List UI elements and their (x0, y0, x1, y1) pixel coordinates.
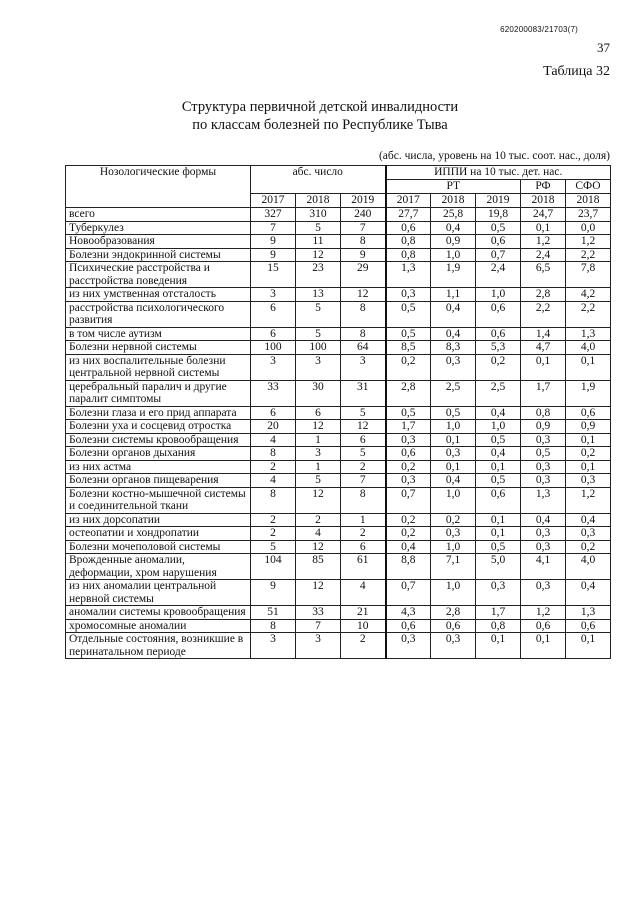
value-cell: 0,2 (386, 527, 431, 541)
table-row (66, 301, 611, 327)
value-cell: 8 (341, 235, 386, 249)
table-row (66, 420, 611, 434)
value-cell: 0,1 (566, 354, 611, 380)
value-cell: 0,2 (476, 354, 521, 380)
value-cell: 0,6 (476, 235, 521, 249)
value-cell: 1,0 (431, 420, 476, 434)
table-row (66, 527, 611, 541)
value-cell: 0,1 (476, 527, 521, 541)
value-cell: 0,5 (476, 540, 521, 554)
value-cell: 0,1 (566, 460, 611, 474)
value-cell: 3 (296, 354, 341, 380)
value-cell: 0,3 (521, 474, 566, 488)
value-cell: 0,2 (386, 460, 431, 474)
page-number: 37 (597, 40, 610, 55)
row-label: всего (66, 208, 251, 222)
value-cell: 0,1 (476, 513, 521, 527)
value-cell: 310 (296, 208, 341, 222)
document-number: 620200083/21703(7) (500, 25, 578, 34)
value-cell: 27,7 (386, 208, 431, 222)
header-nosology: Нозологические формы (66, 166, 251, 208)
value-cell: 0,3 (566, 527, 611, 541)
value-cell: 4,2 (566, 288, 611, 302)
value-cell: 0,2 (566, 540, 611, 554)
value-cell: 3 (251, 633, 296, 659)
value-cell: 5,3 (476, 341, 521, 355)
value-cell: 20 (251, 420, 296, 434)
value-cell: 2,4 (476, 262, 521, 288)
year-header: 2019 (341, 194, 386, 208)
value-cell: 1,2 (566, 235, 611, 249)
value-cell: 6 (296, 406, 341, 420)
value-cell: 104 (251, 554, 296, 580)
table-row (66, 487, 611, 513)
value-cell: 3 (251, 354, 296, 380)
value-cell: 12 (296, 580, 341, 606)
table-row (66, 433, 611, 447)
value-cell: 0,3 (386, 474, 431, 488)
value-cell: 61 (341, 554, 386, 580)
value-cell: 8 (341, 487, 386, 513)
value-cell: 1,3 (566, 327, 611, 341)
value-cell: 1,4 (521, 327, 566, 341)
value-cell: 7 (296, 619, 341, 633)
table-row (66, 288, 611, 302)
value-cell: 0,5 (431, 406, 476, 420)
value-cell: 0,4 (476, 447, 521, 461)
year-header: 2019 (476, 194, 521, 208)
value-cell: 0,7 (386, 580, 431, 606)
table-title (0, 98, 640, 134)
row-label: из них астма (66, 460, 251, 474)
row-label: Врожденные аномалии, деформации, хром нарушения (66, 554, 251, 580)
value-cell: 0,1 (521, 354, 566, 380)
table-row (66, 221, 611, 235)
value-cell: 0,3 (521, 460, 566, 474)
value-cell: 1 (296, 460, 341, 474)
value-cell: 29 (341, 262, 386, 288)
value-cell: 7 (341, 221, 386, 235)
row-label: из них умственная отсталость (66, 288, 251, 302)
table-row (66, 606, 611, 620)
table-row (66, 406, 611, 420)
value-cell: 0,6 (566, 619, 611, 633)
value-cell: 4 (296, 527, 341, 541)
row-label: в том числе аутизм (66, 327, 251, 341)
value-cell: 12 (341, 420, 386, 434)
value-cell: 0,5 (476, 433, 521, 447)
value-cell: 12 (296, 420, 341, 434)
value-cell: 1,7 (476, 606, 521, 620)
value-cell: 1,3 (386, 262, 431, 288)
value-cell: 0,4 (566, 513, 611, 527)
table-row (66, 474, 611, 488)
value-cell: 0,2 (431, 513, 476, 527)
value-cell: 0,4 (431, 474, 476, 488)
value-cell: 0,6 (431, 619, 476, 633)
value-cell: 2 (251, 527, 296, 541)
header-sfo: СФО (566, 180, 611, 194)
year-header: 2018 (566, 194, 611, 208)
value-cell: 0,2 (566, 447, 611, 461)
value-cell: 0,4 (521, 513, 566, 527)
value-cell: 0,3 (431, 354, 476, 380)
row-label: из них аномалии центральной нервной системы (66, 580, 251, 606)
value-cell: 4,0 (566, 554, 611, 580)
value-cell: 8,5 (386, 341, 431, 355)
table-row (66, 460, 611, 474)
value-cell: 2,5 (431, 380, 476, 406)
value-cell: 0,1 (566, 633, 611, 659)
value-cell: 0,8 (476, 619, 521, 633)
value-cell: 3 (296, 447, 341, 461)
row-label: Болезни системы кровообращения (66, 433, 251, 447)
value-cell: 0,3 (521, 433, 566, 447)
row-label: Отдельные состояния, возникшие в перинатальном периоде (66, 633, 251, 659)
value-cell: 1,7 (521, 380, 566, 406)
value-cell: 6,5 (521, 262, 566, 288)
table-row (66, 447, 611, 461)
value-cell: 8,8 (386, 554, 431, 580)
value-cell: 0,3 (386, 433, 431, 447)
year-header: 2017 (386, 194, 431, 208)
row-label: Болезни мочеполовой системы (66, 540, 251, 554)
value-cell: 6 (341, 540, 386, 554)
value-cell: 2 (296, 513, 341, 527)
table-row (66, 262, 611, 288)
row-label: Болезни органов дыхания (66, 447, 251, 461)
value-cell: 4,0 (566, 341, 611, 355)
value-cell: 64 (341, 341, 386, 355)
value-cell: 1,0 (431, 580, 476, 606)
value-cell: 2,8 (386, 380, 431, 406)
header-abs: абс. число (251, 166, 386, 194)
value-cell: 0,3 (521, 540, 566, 554)
row-label: хромосомные аномалии (66, 619, 251, 633)
value-cell: 2,5 (476, 380, 521, 406)
value-cell: 0,3 (431, 633, 476, 659)
year-header: 2018 (296, 194, 341, 208)
row-label: Болезни нервной системы (66, 341, 251, 355)
value-cell: 240 (341, 208, 386, 222)
value-cell: 0,4 (476, 406, 521, 420)
value-cell: 0,8 (386, 248, 431, 262)
table-row (66, 235, 611, 249)
value-cell: 2,8 (521, 288, 566, 302)
value-cell: 0,4 (566, 580, 611, 606)
row-label: церебральный паралич и другие паралит симптомы (66, 380, 251, 406)
table-row (66, 580, 611, 606)
value-cell: 2,8 (431, 606, 476, 620)
value-cell: 8 (341, 327, 386, 341)
value-cell: 33 (251, 380, 296, 406)
value-cell: 0,6 (386, 619, 431, 633)
year-header: 2018 (521, 194, 566, 208)
value-cell: 1,2 (521, 606, 566, 620)
value-cell: 23,7 (566, 208, 611, 222)
value-cell: 0,0 (566, 221, 611, 235)
value-cell: 0,9 (566, 420, 611, 434)
value-cell: 1,0 (431, 540, 476, 554)
value-cell: 0,1 (521, 221, 566, 235)
value-cell: 8 (251, 487, 296, 513)
value-cell: 85 (296, 554, 341, 580)
table-row (66, 341, 611, 355)
value-cell: 1,2 (566, 487, 611, 513)
value-cell: 1,9 (566, 380, 611, 406)
title-line-2: по классам болезней по Республике Тыва (192, 117, 448, 133)
value-cell: 0,1 (431, 433, 476, 447)
disability-table (65, 165, 611, 659)
row-label: остеопатии и хондропатии (66, 527, 251, 541)
value-cell: 11 (296, 235, 341, 249)
table-label: Таблица 32 (543, 64, 610, 79)
value-cell: 1,3 (566, 606, 611, 620)
value-cell: 2,4 (521, 248, 566, 262)
value-cell: 2 (341, 460, 386, 474)
value-cell: 8 (251, 619, 296, 633)
table-body (66, 208, 611, 659)
value-cell: 0,5 (521, 447, 566, 461)
value-cell: 9 (251, 235, 296, 249)
value-cell: 0,3 (521, 527, 566, 541)
row-label: Психические расстройства и расстройства поведения (66, 262, 251, 288)
value-cell: 5 (251, 540, 296, 554)
value-cell: 0,6 (476, 327, 521, 341)
title-line-1: Структура первичной детской инвалидности (181, 99, 459, 115)
table-row (66, 208, 611, 222)
table-row (66, 540, 611, 554)
value-cell: 12 (341, 288, 386, 302)
table-row (66, 619, 611, 633)
value-cell: 5,0 (476, 554, 521, 580)
value-cell: 24,7 (521, 208, 566, 222)
row-label: Болезни органов пищеварения (66, 474, 251, 488)
value-cell: 0,1 (521, 633, 566, 659)
value-cell: 5 (341, 406, 386, 420)
value-cell: 31 (341, 380, 386, 406)
value-cell: 4,1 (521, 554, 566, 580)
value-cell: 5 (296, 474, 341, 488)
value-cell: 7 (341, 474, 386, 488)
value-cell: 1,9 (431, 262, 476, 288)
table-row (66, 513, 611, 527)
row-label: Болезни уха и сосцевид отростка (66, 420, 251, 434)
value-cell: 327 (251, 208, 296, 222)
value-cell: 2,2 (566, 301, 611, 327)
value-cell: 0,3 (476, 580, 521, 606)
value-cell: 0,9 (521, 420, 566, 434)
value-cell: 1,2 (521, 235, 566, 249)
year-header: 2018 (431, 194, 476, 208)
value-cell: 100 (251, 341, 296, 355)
value-cell: 7,8 (566, 262, 611, 288)
row-label: расстройства психологического развития (66, 301, 251, 327)
value-cell: 0,6 (386, 221, 431, 235)
value-cell: 0,1 (566, 433, 611, 447)
value-cell: 2,2 (566, 248, 611, 262)
value-cell: 1,0 (431, 487, 476, 513)
value-cell: 51 (251, 606, 296, 620)
value-cell: 0,4 (431, 301, 476, 327)
value-cell: 2 (251, 460, 296, 474)
table-row (66, 327, 611, 341)
value-cell: 5 (296, 301, 341, 327)
value-cell: 0,6 (476, 301, 521, 327)
header-rt: РТ (386, 180, 521, 194)
value-cell: 0,9 (431, 235, 476, 249)
value-cell: 5 (296, 327, 341, 341)
row-label: Новообразования (66, 235, 251, 249)
value-cell: 6 (251, 406, 296, 420)
value-cell: 0,3 (521, 580, 566, 606)
row-label: из них дорсопатии (66, 513, 251, 527)
value-cell: 0,4 (431, 327, 476, 341)
value-cell: 0,6 (566, 406, 611, 420)
value-cell: 0,6 (521, 619, 566, 633)
value-cell: 7,1 (431, 554, 476, 580)
table-row (66, 633, 611, 659)
value-cell: 1,0 (476, 420, 521, 434)
value-cell: 0,7 (476, 248, 521, 262)
value-cell: 0,3 (431, 447, 476, 461)
value-cell: 10 (341, 619, 386, 633)
value-cell: 4 (341, 580, 386, 606)
table-row (66, 354, 611, 380)
value-cell: 8,3 (431, 341, 476, 355)
value-cell: 0,2 (386, 513, 431, 527)
value-cell: 12 (296, 540, 341, 554)
value-cell: 9 (251, 580, 296, 606)
value-cell: 9 (251, 248, 296, 262)
value-cell: 0,4 (386, 540, 431, 554)
value-cell: 0,4 (431, 221, 476, 235)
row-label: Болезни костно-мышечной системы и соединительной ткани (66, 487, 251, 513)
value-cell: 1,0 (431, 248, 476, 262)
row-label: Болезни глаза и его прид аппарата (66, 406, 251, 420)
value-cell: 0,3 (431, 527, 476, 541)
value-cell: 2 (341, 633, 386, 659)
value-cell: 6 (341, 433, 386, 447)
value-cell: 25,8 (431, 208, 476, 222)
value-cell: 4 (251, 433, 296, 447)
value-cell: 0,6 (386, 447, 431, 461)
row-label: Болезни эндокринной системы (66, 248, 251, 262)
value-cell: 33 (296, 606, 341, 620)
year-header: 2017 (251, 194, 296, 208)
table-row (66, 248, 611, 262)
value-cell: 3 (341, 354, 386, 380)
value-cell: 1,3 (521, 487, 566, 513)
value-cell: 0,3 (386, 633, 431, 659)
value-cell: 8 (251, 447, 296, 461)
value-cell: 19,8 (476, 208, 521, 222)
value-cell: 0,5 (476, 474, 521, 488)
value-cell: 4 (251, 474, 296, 488)
value-cell: 12 (296, 487, 341, 513)
value-cell: 15 (251, 262, 296, 288)
value-cell: 9 (341, 248, 386, 262)
table-row (66, 380, 611, 406)
value-cell: 8 (341, 301, 386, 327)
value-cell: 1,7 (386, 420, 431, 434)
row-label: аномалии системы кровообращения (66, 606, 251, 620)
value-cell: 2 (251, 513, 296, 527)
value-cell: 0,3 (386, 288, 431, 302)
table-row (66, 554, 611, 580)
value-cell: 0,2 (386, 354, 431, 380)
value-cell: 30 (296, 380, 341, 406)
value-cell: 2,2 (521, 301, 566, 327)
row-label: Туберкулез (66, 221, 251, 235)
row-label: из них воспалительные болезни центральной нервной системы (66, 354, 251, 380)
value-cell: 0,7 (386, 487, 431, 513)
value-cell: 1 (341, 513, 386, 527)
value-cell: 6 (251, 301, 296, 327)
header-rf: РФ (521, 180, 566, 194)
value-cell: 2 (341, 527, 386, 541)
value-cell: 0,3 (566, 474, 611, 488)
value-cell: 0,6 (476, 487, 521, 513)
value-cell: 1 (296, 433, 341, 447)
value-cell: 0,5 (386, 327, 431, 341)
value-cell: 1,0 (476, 288, 521, 302)
units-note: (абс. числа, уровень на 10 тыс. соот. нас., доля) (378, 150, 610, 162)
value-cell: 13 (296, 288, 341, 302)
value-cell: 7 (251, 221, 296, 235)
value-cell: 23 (296, 262, 341, 288)
value-cell: 5 (296, 221, 341, 235)
value-cell: 12 (296, 248, 341, 262)
value-cell: 0,1 (476, 633, 521, 659)
value-cell: 4,7 (521, 341, 566, 355)
value-cell: 0,5 (386, 406, 431, 420)
value-cell: 4,3 (386, 606, 431, 620)
value-cell: 21 (341, 606, 386, 620)
value-cell: 1,1 (431, 288, 476, 302)
value-cell: 0,1 (431, 460, 476, 474)
value-cell: 0,5 (386, 301, 431, 327)
value-cell: 100 (296, 341, 341, 355)
value-cell: 3 (251, 288, 296, 302)
value-cell: 6 (251, 327, 296, 341)
header-ippi: ИППИ на 10 тыс. дет. нас. (386, 166, 611, 180)
value-cell: 0,8 (386, 235, 431, 249)
value-cell: 0,1 (476, 460, 521, 474)
value-cell: 0,5 (476, 221, 521, 235)
value-cell: 5 (341, 447, 386, 461)
value-cell: 0,8 (521, 406, 566, 420)
value-cell: 3 (296, 633, 341, 659)
